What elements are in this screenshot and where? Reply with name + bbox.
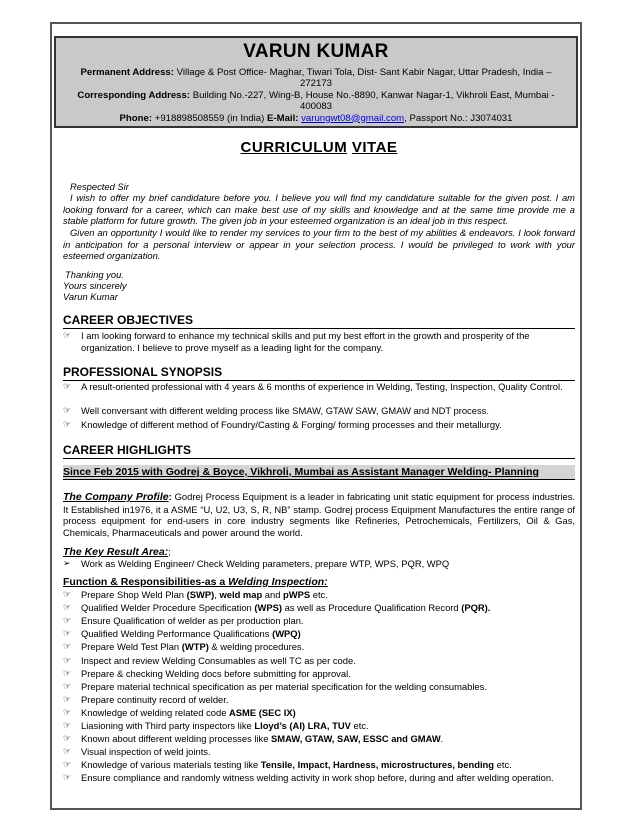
bold-term: pWPS — [283, 589, 311, 600]
function-heading: Function & Responsibilities-as a Welding Inspection: — [63, 576, 328, 588]
bold-term: (WPQ) — [272, 628, 301, 640]
list-item — [63, 589, 575, 601]
pointing-hand-icon: ☞ — [63, 628, 72, 639]
list-item — [63, 668, 575, 680]
list-item-text — [81, 602, 575, 614]
list-item-text — [81, 746, 575, 758]
list-item — [63, 759, 575, 771]
list-item-text — [81, 694, 575, 706]
bold-term: weld map — [219, 589, 263, 600]
list-item-text — [81, 681, 575, 693]
thanks: Thanking you. — [65, 269, 124, 280]
synopsis-heading: PROFESSIONAL SYNOPSIS — [63, 365, 575, 381]
list-item — [63, 628, 575, 640]
text-segment: Liasioning with Third party inspectors like — [81, 720, 255, 731]
text-segment: as well as Procedure Qualification Record — [281, 602, 462, 614]
pointing-hand-icon: ☞ — [63, 720, 72, 730]
email-link[interactable]: varungwt08@gmail.com — [301, 112, 405, 124]
text-segment: etc. — [494, 759, 512, 771]
list-item — [63, 707, 575, 719]
text-segment: & welding procedures. — [208, 641, 305, 653]
pointing-hand-icon: ☞ — [63, 654, 72, 665]
list-item — [63, 641, 575, 653]
objectives-heading: CAREER OBJECTIVES — [63, 313, 575, 329]
pointing-hand-icon: ☞ — [63, 330, 72, 340]
text-segment: Known about different welding processes like — [81, 733, 272, 745]
list-item — [63, 615, 575, 627]
text-segment: , — [214, 589, 220, 600]
pointing-hand-icon: ☞ — [63, 746, 72, 757]
list-item: ➢ Work as Welding Engineer/ Check Welding parameters, prepare WTP, WPS, PQR, WPQ — [63, 558, 450, 569]
pointing-hand-icon: ☞ — [63, 589, 72, 599]
list-item-text — [81, 759, 575, 771]
text-segment: . — [440, 733, 444, 745]
pointing-hand-icon: ☞ — [63, 405, 72, 415]
list-item: ☞ Well conversant with different welding process like SMAW, GTAW SAW, GMAW and NDT process. — [63, 405, 489, 416]
closing: Yours sincerely — [63, 280, 127, 291]
pointing-hand-icon: ☞ — [63, 759, 72, 770]
highlights-heading: CAREER HIGHLIGHTS — [63, 443, 575, 459]
text-segment: Ensure compliance and randomly witness welding activity in work shop before, during and after welding operation. — [81, 772, 554, 784]
list-item — [63, 602, 575, 614]
list-item-text — [81, 655, 575, 667]
list-item-text — [81, 733, 575, 745]
list-item — [63, 746, 575, 758]
list-item — [63, 733, 575, 745]
text-segment: Qualified Welder Procedure Specification — [81, 602, 255, 614]
pointing-hand-icon: ☞ — [63, 381, 72, 391]
list-item-text — [81, 615, 575, 627]
list-item-text — [81, 707, 575, 719]
text-segment: Prepare material technical specification as per material specification for the welding consumables. — [81, 680, 487, 692]
text-segment: etc. — [310, 589, 328, 600]
bold-term: (SWP) — [186, 589, 215, 600]
list-item — [63, 720, 575, 732]
bold-term: (WPS) — [254, 602, 282, 614]
text-segment: Knowledge of various materials testing like — [81, 759, 261, 771]
bold-term: SMAW, GTAW, SAW, ESSC and GMAW — [271, 733, 441, 745]
list-item: ☞ Knowledge of different method of Foundry/Casting & Forging/ forming processes and their metallurgy. — [63, 419, 502, 430]
list-item-text — [81, 772, 575, 784]
text-segment: Prepare Shop Weld Plan — [81, 589, 187, 600]
text-segment: Ensure Qualification of welder as per production plan. — [81, 615, 304, 627]
bold-term: ASME (SEC IX) — [229, 706, 296, 718]
list-item — [63, 655, 575, 667]
bold-term: Tensile, Impact, Hardness, microstructures, bending — [260, 759, 495, 771]
text-segment: Prepare continuity record of welder. — [81, 693, 229, 705]
list-item: ☞ A result-oriented professional with 4 years & 6 months of experience in Welding, Testing, Inspection, Quality Control. — [63, 381, 563, 392]
pointing-hand-icon: ☞ — [63, 706, 72, 717]
list-item: ☞ I am looking forward to enhance my technical skills and put my best effort in the growth and prosperity of the organization. I believe to prove myself as a leading light for the company. — [63, 330, 530, 353]
kra-heading: The Key Result Area:; — [63, 546, 171, 558]
list-item-text — [81, 628, 575, 640]
text-segment: and — [262, 589, 284, 600]
text-segment: Inspect and review Welding Consumables as well TC as per code. — [81, 654, 356, 666]
text-segment: Knowledge of welding related code — [81, 706, 230, 718]
cover-paragraph-1: I wish to offer my brief candidature before you. I believe you will find my candidature suitable for the given post. I am looking forward for a career, which can make best use of my skills and knowledge and at the same time provide me a stable platform for future growth. The given job in your esteemed organization is an ideal job in this respect. — [63, 192, 575, 227]
header-box — [54, 36, 578, 128]
cv-title: CURRICULUM VITAE — [240, 139, 398, 156]
pointing-hand-icon: ☞ — [63, 772, 72, 783]
list-item-text — [81, 641, 575, 653]
pointing-hand-icon: ☞ — [63, 693, 72, 704]
list-item — [63, 681, 575, 693]
text-segment: Prepare Weld Test Plan — [81, 641, 182, 653]
list-item — [63, 694, 575, 706]
text-segment: etc. — [350, 720, 369, 731]
candidate-name: VARUN KUMAR — [243, 41, 389, 62]
job-title-bar: Since Feb 2015 with Godrej & Boyce, Vikhroli, Mumbai as Assistant Manager Welding- Planning — [63, 465, 575, 480]
pointing-hand-icon: ☞ — [63, 667, 72, 678]
bold-term: Lloyd’s (AI) LRA, TUV — [254, 720, 351, 731]
cover-paragraph-2: Given an opportunity I would like to render my services to your firm to the best of my abilities & endeavors. I look forward in anticipation for a personal interview or appear in your selection process. I would be privileged to work with your esteemed organization. — [63, 227, 575, 262]
list-item — [63, 772, 575, 784]
text-segment: Qualified Welding Performance Qualifications — [81, 628, 273, 640]
pointing-hand-icon: ☞ — [63, 419, 72, 429]
company-profile: The Company Profile: Godrej Process Equipment is a leader in fabricating unit static equipment for process industries. It Established in1976, it a ASME “U, U2, U3, S, R, NB” stamp. Godrej process Equipment Manufactures the entire range of process equipment for end-users in core industry segments like Refineries, Petrochemicals, Fertilizers, Oil & Gas, Chemicals, Pharmaceuticals and power around the world. — [63, 491, 576, 538]
pointing-hand-icon: ☞ — [63, 641, 72, 652]
pointing-hand-icon: ☞ — [63, 733, 72, 744]
bold-term: (WTP) — [181, 641, 209, 653]
text-segment: Visual inspection of weld joints. — [81, 746, 211, 758]
signature-name: Varun Kumar — [63, 291, 118, 302]
pointing-hand-icon: ☞ — [63, 602, 72, 613]
pointing-hand-icon: ☞ — [63, 680, 72, 691]
permanent-address: Permanent Address: Village & Post Office- Maghar, Tiwari Tola, Dist- Sant Kabir Nagar, Uttar Pradesh, India – 272173 — [80, 67, 552, 90]
salutation: Respected Sir — [70, 181, 129, 192]
list-item-text — [81, 720, 575, 732]
arrow-bullet-icon: ➢ — [63, 558, 71, 568]
contact-line: Phone: +918898508559 (in India) E-Mail: varungwt08@gmail.com, Passport No.: J3074031 — [119, 112, 513, 124]
text-segment: Prepare & checking Welding docs before submitting for approval. — [81, 667, 351, 679]
list-item-text — [81, 668, 575, 680]
pointing-hand-icon: ☞ — [63, 615, 72, 626]
corresponding-address: Corresponding Address: Building No.-227, Wing-B, House No.-8890, Kanwar Nagar-1, Vikhroli East, Mumbai - 400083 — [77, 89, 555, 113]
list-item-text — [81, 589, 575, 601]
bold-term: (PQR). — [461, 602, 491, 614]
